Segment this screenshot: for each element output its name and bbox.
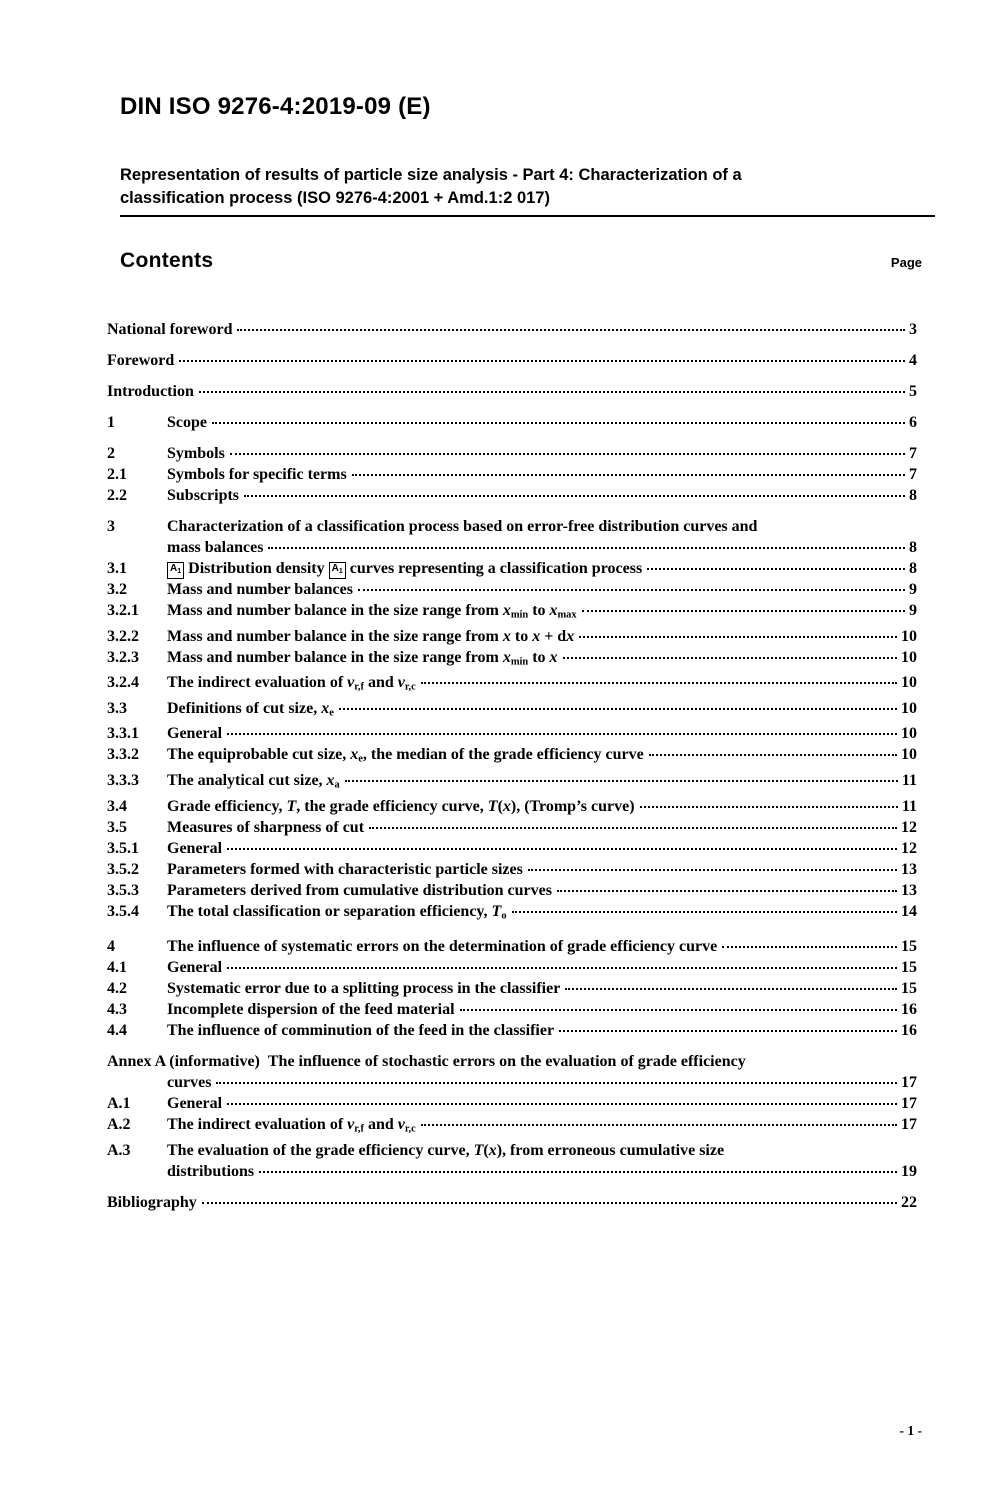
footer-page-number: - 1 - (899, 1423, 922, 1438)
toc-entry-title (167, 723, 222, 744)
toc-entry-title (167, 1114, 416, 1140)
toc-page-number: 10 (901, 648, 917, 666)
toc-title-text: Distribution density (184, 560, 329, 577)
toc-entry-title (167, 537, 263, 558)
toc-dotted-leader (647, 568, 905, 570)
toc-dotted-leader (345, 780, 898, 782)
toc-entry-title (167, 412, 207, 433)
toc-row (107, 936, 917, 957)
toc-dotted-leader (722, 946, 897, 948)
toc-title-text: r,f (354, 681, 364, 693)
toc-dotted-leader (244, 495, 905, 497)
toc-page-number: 15 (901, 938, 917, 956)
toc-row (107, 443, 917, 464)
toc-title-text: Mass and number balances (167, 581, 353, 598)
toc-entry-title (107, 381, 194, 402)
toc-entry-title (167, 647, 558, 673)
toc-page-number: 11 (901, 797, 917, 815)
toc-dotted-leader (227, 967, 897, 969)
toc-title-text: x (326, 771, 335, 789)
toc-title-text: Subscripts (167, 487, 240, 504)
toc-entry-number: 3.1 (107, 560, 127, 577)
toc-entry-title (107, 1192, 197, 1213)
toc-entry-number: 4.4 (107, 1022, 127, 1040)
toc-title-text: to (528, 648, 550, 666)
toc-entry-number: 2 (107, 445, 115, 462)
toc-page-number: 19 (901, 1162, 917, 1180)
toc-title-text: The analytical cut size, (167, 771, 327, 789)
toc-entry-title (167, 698, 334, 724)
toc-entry-title (167, 1020, 554, 1041)
toc-page-number: 16 (901, 1001, 917, 1019)
toc-row (107, 1192, 917, 1213)
toc-entry-title (167, 999, 455, 1020)
toc-dotted-leader (512, 911, 897, 913)
toc-title-text: mass balances (167, 539, 264, 556)
toc-entry-number: 4.3 (107, 1001, 127, 1019)
toc-row (107, 516, 917, 558)
toc-entry-title (167, 978, 560, 999)
toc-dotted-leader (649, 754, 897, 756)
toc-title-text: x (532, 627, 541, 645)
toc-entry-number: 3.4 (107, 797, 127, 815)
toc-title-text: The indirect evaluation of (167, 1116, 348, 1134)
toc-entry-title (167, 859, 523, 880)
doc-title (120, 164, 935, 210)
doc-title-line1: Representation of results of particle size analysis - Part 4: Characterization of a (120, 166, 742, 184)
toc-dotted-leader (557, 890, 897, 892)
toc-title-text: , the grade efficiency curve, (296, 797, 488, 815)
toc-title-text: General (167, 839, 223, 857)
toc-page-number: 10 (901, 725, 917, 743)
toc-page-number: 7 (909, 445, 917, 462)
contents-heading: Contents (120, 249, 214, 272)
toc-entry-title (107, 319, 232, 340)
toc-dotted-leader (563, 657, 897, 659)
toc-row (107, 464, 917, 485)
toc-row (107, 880, 917, 901)
toc-title-text: Incomplete dispersion of the feed material (167, 1001, 455, 1019)
toc-title-text: v (347, 674, 355, 692)
toc-title-text: T (473, 1141, 484, 1159)
toc-row (107, 579, 917, 600)
toc-entry-number: A.2 (107, 1116, 131, 1134)
toc-dotted-leader (237, 329, 905, 331)
toc-page-number: 8 (909, 539, 917, 556)
toc-page-number: 14 (901, 902, 917, 920)
toc-entry-title (167, 579, 353, 600)
toc-row (107, 698, 917, 724)
toc-title-text: General (167, 725, 223, 743)
toc-title-text: Definitions of cut size, (167, 699, 322, 717)
toc-title-text: r,c (404, 1123, 416, 1135)
toc-dotted-leader (212, 422, 905, 424)
toc-row (107, 412, 917, 433)
toc-title-text: x (350, 746, 359, 764)
toc-row (107, 1051, 917, 1093)
toc-row (107, 672, 917, 698)
toc-title-text: r,f (354, 1123, 364, 1135)
toc-title-text: to (528, 602, 550, 619)
toc-entry-title (107, 350, 174, 371)
toc-title-text: Foreword (107, 352, 175, 369)
toc-title-text: x (321, 699, 330, 717)
toc-title-text: Mass and number balance in the size range from (167, 627, 503, 645)
toc-title-text: a (334, 779, 340, 791)
toc-row (107, 1020, 917, 1041)
toc-row (107, 796, 917, 817)
toc-title-text: curves representing a classification process (345, 560, 643, 577)
toc-row (107, 817, 917, 838)
toc-title-text: ), from erroneous cumulative size (496, 1141, 725, 1159)
toc-title-text: The indirect evaluation of (167, 674, 348, 692)
toc-row (107, 626, 917, 647)
toc-title-text: T (491, 902, 502, 920)
toc-row (107, 600, 917, 626)
toc-title-text: Systematic error due to a splitting process in the classifier (167, 980, 561, 998)
contents-header (120, 247, 922, 274)
toc-page-number: 15 (901, 959, 917, 977)
toc-dotted-leader (421, 682, 897, 684)
toc-entry-title (167, 936, 717, 957)
toc-title-text: Scope (167, 414, 207, 431)
toc-title-text: v (397, 674, 405, 692)
toc-entry-number: A.1 (107, 1095, 131, 1113)
toc-title-text: to (510, 627, 533, 645)
toc-row (107, 319, 917, 340)
toc-dotted-leader (358, 589, 905, 591)
toc-page-number: 12 (901, 818, 917, 836)
page-column-label: Page (890, 255, 922, 270)
toc-row (107, 381, 917, 402)
toc-entry-title (167, 838, 222, 859)
toc-title-text: e (358, 753, 363, 765)
toc-dotted-leader (199, 391, 905, 393)
toc-page-number: 8 (909, 487, 917, 504)
toc-page-number: 6 (909, 414, 917, 431)
toc-row (107, 901, 917, 927)
toc-entry-number: 3.5.4 (107, 902, 139, 920)
toc-title-text: x (502, 602, 511, 619)
toc-title-text: Grade efficiency, (167, 797, 287, 815)
toc-entry-number: 2.1 (107, 466, 127, 483)
toc-entry-title (167, 485, 239, 506)
toc-page-number: 10 (901, 699, 917, 717)
toc-title-text: v (347, 1116, 355, 1134)
amendment-marker-icon: $A_1$ (329, 562, 346, 579)
toc-title-text: x (549, 648, 558, 666)
amendment-marker-icon: $A_1$ (167, 562, 184, 579)
toc-entry-number: 3.5 (107, 818, 127, 836)
toc-entry-number: A.3 (107, 1141, 131, 1159)
toc-title-text: x (502, 627, 511, 645)
toc-title-text: curves (167, 1074, 212, 1092)
toc-title-text: v (397, 1116, 405, 1134)
toc-entry-title (167, 516, 757, 537)
doc-title-line2: classification process (ISO 9276-4:2001 + Amd.1:2 017) (120, 189, 550, 207)
toc-page-number: 17 (901, 1074, 917, 1092)
toc-title-text: The equiprobable cut size, (167, 746, 351, 764)
toc-title-text: x (502, 797, 511, 815)
toc-title-text: The evaluation of the grade efficiency curve, (167, 1141, 474, 1159)
toc-page-number: 11 (901, 771, 917, 789)
toc-title-text: The influence of systematic errors on the determination of grade efficiency curve (167, 938, 718, 956)
toc-entry-title (167, 558, 642, 579)
toc-title-text: r,c (404, 681, 416, 693)
document-header (120, 92, 935, 217)
toc-row (107, 485, 917, 506)
toc-title-text: Characterization of a classification process based on error-free distribution curves and (167, 518, 758, 535)
toc-title-text: Introduction (107, 383, 194, 400)
toc-page-number: 15 (901, 980, 917, 998)
toc-entry-number: 3.2.1 (107, 602, 139, 619)
toc-page-number: 5 (909, 383, 917, 400)
toc-row (107, 723, 917, 744)
toc-entry-title (167, 1093, 222, 1114)
toc-entry-title (167, 1161, 254, 1182)
toc-page-number: 12 (901, 839, 917, 857)
toc-page-number: 13 (901, 881, 917, 899)
toc-title-text: x (502, 648, 511, 666)
toc-entry-number: 3.2.3 (107, 648, 139, 666)
toc-title-text: Symbols for specific terms (167, 466, 347, 483)
toc-dotted-leader (227, 1103, 897, 1105)
toc-page-number: 8 (909, 560, 917, 577)
toc-entry-title (167, 626, 574, 647)
toc-entry-title (167, 880, 552, 901)
toc-entry-number: 3.2.2 (107, 627, 139, 645)
toc-entry-title (167, 1140, 724, 1161)
toc-page-number: 4 (909, 352, 917, 369)
toc-entry-title (167, 672, 416, 698)
toc-entry-number: 4.2 (107, 980, 127, 998)
toc-title-text: ( (497, 797, 503, 815)
toc-title-text: e (329, 707, 334, 719)
toc-row (107, 1140, 917, 1182)
toc-title-text: + d (540, 627, 567, 645)
toc-dotted-leader (268, 547, 905, 549)
table-of-contents (107, 319, 917, 1213)
toc-title-text: General (167, 1095, 223, 1113)
toc-title-text: The influence of comminution of the feed in the classifier (167, 1022, 555, 1040)
toc-entry-number: 3.5.2 (107, 860, 139, 878)
toc-entry-number: 3.5.3 (107, 881, 139, 899)
toc-entry-number: 4.1 (107, 959, 127, 977)
toc-row (107, 770, 917, 796)
doc-code: DIN ISO 9276-4:2019-09 (E) (120, 93, 431, 120)
toc-row (107, 957, 917, 978)
toc-title-text: Mass and number balance in the size range from (167, 648, 503, 666)
toc-dotted-leader (179, 360, 905, 362)
toc-title-text: Annex A (informative) The influence of stochastic errors on the evaluation of grade efficiency (107, 1053, 746, 1071)
toc-entry-number: 4 (107, 938, 115, 956)
toc-entry-number: 3.2 (107, 581, 127, 598)
toc-title-text: x (549, 602, 558, 619)
toc-title-text: Parameters formed with characteristic particle sizes (167, 860, 523, 878)
toc-dotted-leader (352, 474, 905, 476)
toc-row (107, 978, 917, 999)
toc-page-number: 7 (909, 466, 917, 483)
toc-dotted-leader (339, 708, 897, 710)
toc-title-text: ( (483, 1141, 489, 1159)
toc-page-number: 10 (901, 746, 917, 764)
toc-entry-number: 3 (107, 518, 115, 535)
toc-title-text: The total classification or separation efficiency, (167, 902, 492, 920)
toc-entry-number: 1 (107, 414, 115, 431)
toc-entry-title (167, 443, 225, 464)
toc-row (107, 647, 917, 673)
toc-title-text: T (487, 797, 498, 815)
toc-page-number: 16 (901, 1022, 917, 1040)
toc-title-text: min (510, 656, 529, 668)
toc-title-text: Bibliography (107, 1193, 197, 1211)
toc-entry-title (167, 464, 347, 485)
toc-entry-title (167, 1072, 211, 1093)
toc-entry-number: 3.3.3 (107, 771, 139, 789)
toc-entry-number: 3.3 (107, 699, 127, 717)
toc-page-number: 9 (909, 581, 917, 598)
toc-page-number: 10 (901, 627, 917, 645)
toc-entry-number: 3.3.1 (107, 725, 139, 743)
toc-dotted-leader (460, 1009, 897, 1011)
toc-entry-number: 3.2.4 (107, 674, 139, 692)
toc-title-text: Symbols (167, 445, 225, 462)
toc-dotted-leader (640, 806, 898, 808)
toc-row (107, 1093, 917, 1114)
toc-dotted-leader (216, 1082, 897, 1084)
toc-dotted-leader (230, 453, 905, 455)
toc-page-number: 3 (909, 321, 917, 338)
toc-row (107, 859, 917, 880)
toc-row (107, 999, 917, 1020)
toc-title-text: ), (Tromp’s curve) (510, 797, 635, 815)
toc-page-number: 9 (909, 602, 917, 619)
toc-dotted-leader (559, 1030, 897, 1032)
toc-row (107, 1114, 917, 1140)
toc-title-text: and (363, 1116, 398, 1134)
toc-entry-number: 3.5.1 (107, 839, 139, 857)
toc-dotted-leader (369, 827, 897, 829)
toc-page-number: 17 (901, 1116, 917, 1134)
toc-title-text: Mass and number balance in the size range from (167, 602, 503, 619)
toc-page-number: 22 (901, 1193, 917, 1211)
toc-entry-number: 2.2 (107, 487, 127, 504)
toc-dotted-leader (579, 636, 897, 638)
toc-title-text: and (363, 674, 398, 692)
toc-entry-title (167, 796, 635, 817)
toc-dotted-leader (528, 869, 897, 871)
toc-title-text: , the median of the grade efficiency curve (362, 746, 644, 764)
toc-entry-title (107, 1051, 746, 1072)
toc-row (107, 350, 917, 371)
toc-title-text: T (286, 797, 297, 815)
toc-entry-title (167, 744, 644, 770)
toc-dotted-leader (565, 988, 897, 990)
toc-title-text: x (488, 1141, 497, 1159)
toc-title-text: x (566, 627, 575, 645)
toc-row (107, 558, 917, 579)
toc-title-text: min (510, 609, 529, 621)
toc-dotted-leader (227, 733, 897, 735)
toc-title-text: National foreword (107, 321, 233, 338)
toc-title-text: distributions (167, 1162, 255, 1180)
toc-dotted-leader (202, 1202, 897, 1204)
toc-page-number: 10 (901, 674, 917, 692)
toc-row (107, 744, 917, 770)
toc-dotted-leader (582, 610, 905, 612)
toc-dotted-leader (259, 1171, 897, 1173)
toc-dotted-leader (227, 848, 897, 850)
toc-entry-number: 3.3.2 (107, 746, 139, 764)
toc-entry-title (167, 957, 222, 978)
toc-row (107, 838, 917, 859)
toc-entry-title (167, 770, 340, 796)
toc-dotted-leader (421, 1124, 897, 1126)
toc-entry-title (167, 817, 364, 838)
toc-title-text: Measures of sharpness of cut (167, 818, 365, 836)
toc-title-text: General (167, 959, 223, 977)
toc-title-text: max (557, 609, 577, 621)
toc-entry-title (167, 600, 577, 626)
toc-entry-title (167, 901, 507, 927)
toc-title-text: Parameters derived from cumulative distribution curves (167, 881, 552, 899)
toc-page-number: 17 (901, 1095, 917, 1113)
toc-page-number: 13 (901, 860, 917, 878)
title-divider-rule (120, 215, 935, 217)
toc-title-text: o (501, 910, 507, 922)
